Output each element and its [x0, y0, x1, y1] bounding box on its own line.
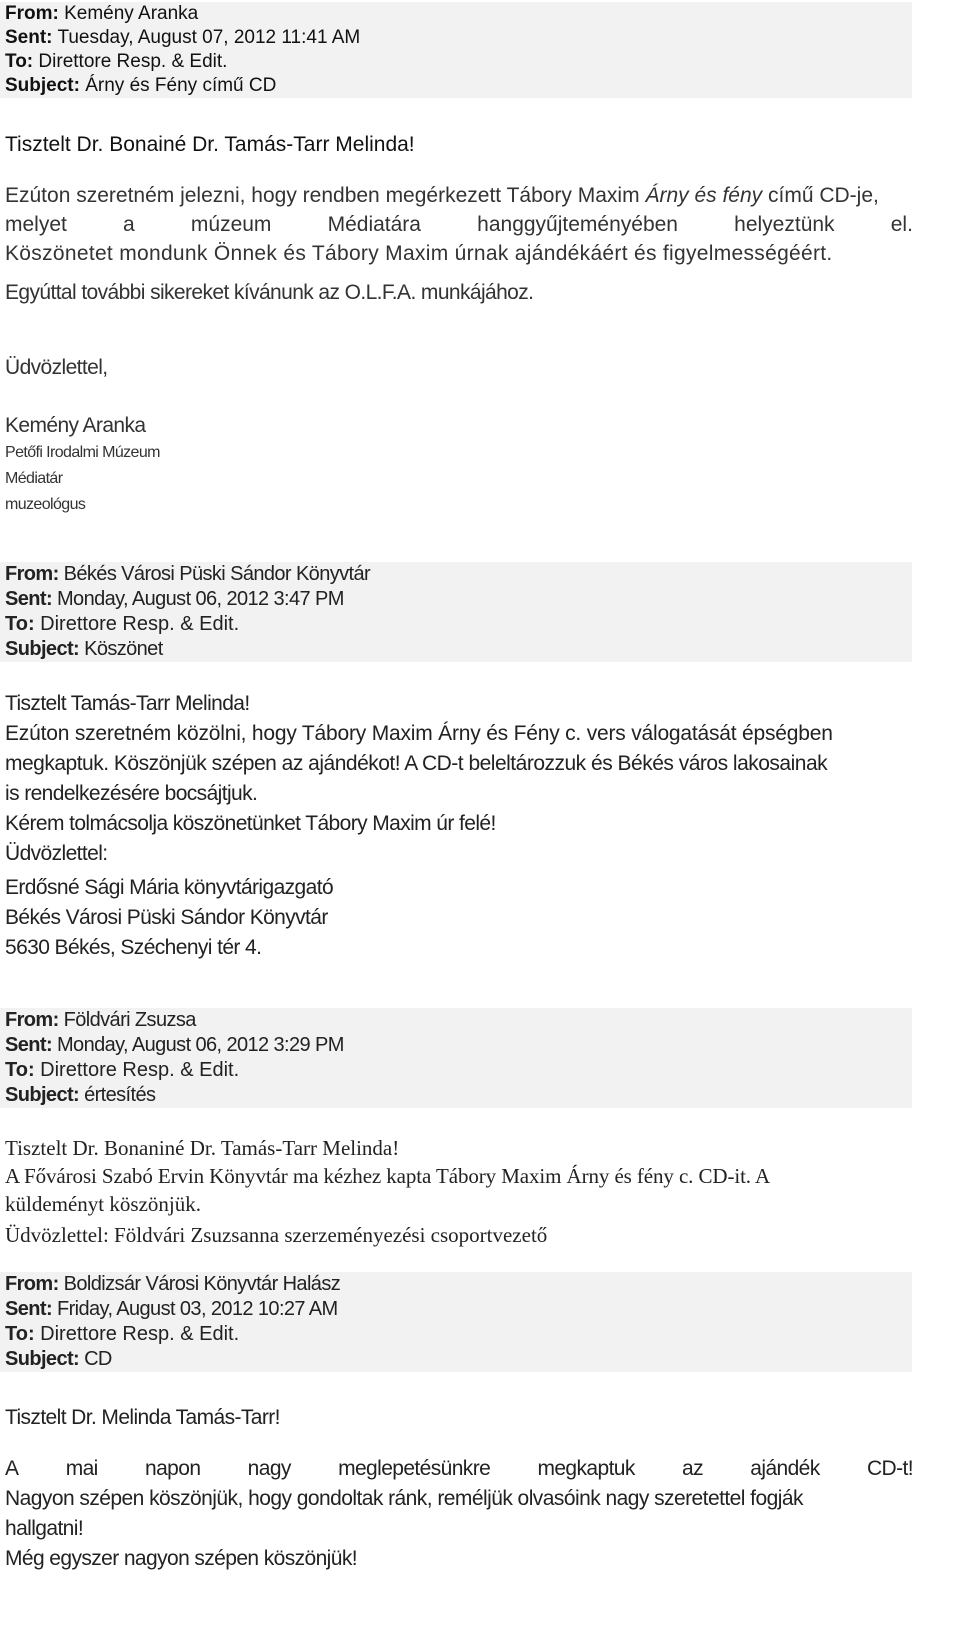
sent-label: Sent:	[5, 27, 53, 48]
email3-subject-value: értesítés	[84, 1084, 156, 1106]
subject-label: Subject:	[5, 1348, 80, 1370]
email2-to-line	[5, 612, 912, 637]
email4-subject-line	[5, 1347, 912, 1372]
subject-label: Subject:	[5, 75, 80, 96]
email1-subject-line	[5, 74, 912, 98]
email3-line2: küldeményt köszönjük.	[5, 1192, 201, 1216]
email4-body	[5, 1454, 913, 1574]
email4-sent-value: Friday, August 03, 2012 10:27 AM	[56, 1298, 338, 1320]
to-label: To:	[5, 51, 34, 72]
word: CD-t!	[866, 1457, 913, 1480]
email3-to-value: Direttore Resp. & Edit.	[40, 1059, 240, 1081]
email1-greeting: Tisztelt Dr. Bonainé Dr. Tamás-Tarr Melinda!	[5, 133, 415, 156]
word: ajándék	[750, 1457, 820, 1480]
cd-title-italic: Árny és fény	[645, 184, 763, 207]
email3-header	[0, 1008, 912, 1108]
email4-sent-line	[5, 1297, 912, 1322]
email4-line2: Nagyon szépen köszönjük, hogy gondoltak ránk, reméljük olvasóink nagy szeretettel fogják	[5, 1487, 803, 1510]
email1-paragraph2	[5, 278, 913, 307]
email4-subject-value: CD	[84, 1348, 112, 1370]
email2-body	[5, 689, 913, 963]
email1-subject-value: Árny és Fény című CD	[85, 75, 277, 96]
email2-subject-line	[5, 637, 912, 662]
email1-to-value: Direttore Resp. & Edit.	[38, 51, 228, 72]
email1-sent-line	[5, 26, 912, 50]
sent-label: Sent:	[5, 588, 53, 610]
email1-p1-line3: Köszönetet mondunk Önnek és Tábory Maxim úrnak ajándékáért és figyelmességéért.	[5, 242, 833, 265]
email2-header	[0, 562, 912, 662]
word: megkaptuk	[537, 1457, 635, 1480]
email4-to-line	[5, 1322, 912, 1347]
sent-label: Sent:	[5, 1034, 53, 1056]
word: Médiatára	[327, 213, 421, 236]
email4-from-line	[5, 1272, 912, 1297]
email2-line3: is rendelkezésére bocsájtjuk.	[5, 782, 258, 805]
email3-from-value: Földvári Zsuzsa	[63, 1009, 196, 1031]
email3-sent-value: Monday, August 06, 2012 3:29 PM	[56, 1034, 344, 1056]
email4-line3: hallgatni!	[5, 1517, 84, 1540]
email2-sent-value: Monday, August 06, 2012 3:47 PM	[56, 588, 344, 610]
email2-line4: Kérem tolmácsolja köszönetünket Tábory Maxim úr felé!	[5, 812, 496, 835]
email2-line2: megkaptuk. Köszönjük szépen az ajándékot! A CD-t beleltározzuk és Békés város lakosainak	[5, 752, 828, 775]
email3-to-line	[5, 1058, 912, 1083]
email3-sent-line	[5, 1033, 912, 1058]
email1-from-line	[5, 2, 912, 26]
email2-sent-line	[5, 587, 912, 612]
word: nagy	[247, 1457, 291, 1480]
email1-from-value: Kemény Aranka	[64, 3, 199, 24]
word: el.	[890, 213, 913, 236]
email1-sig-title: muzeológus	[5, 496, 86, 513]
email2-from-value: Békés Városi Püski Sándor Könyvtár	[63, 563, 371, 585]
word: az	[682, 1457, 704, 1480]
email1-p1-line1	[5, 181, 913, 210]
word: melyet	[5, 213, 67, 236]
word: napon	[145, 1457, 201, 1480]
to-label: To:	[5, 1323, 35, 1345]
email1-sig-org: Petőfi Irodalmi Múzeum	[5, 444, 160, 461]
email2-to-value: Direttore Resp. & Edit.	[40, 613, 240, 635]
email3-line1: A Fővárosi Szabó Ervin Könyvtár ma kézhez kapta Tábory Maxim Árny és fény c. CD-it. A	[5, 1164, 771, 1188]
email4-header	[0, 1272, 912, 1372]
text-run: című CD-je,	[762, 184, 879, 207]
email2-sig-line1: Erdősné Sági Mária könyvtárigazgató	[5, 876, 334, 899]
text-run: Ezúton szeretném jelezni, hogy rendben megérkezett Tábory Maxim	[5, 184, 646, 207]
word: helyeztünk	[734, 213, 835, 236]
subject-label: Subject:	[5, 638, 80, 660]
email1-p2-line: Egyúttal további sikereket kívánunk az O.L.F.A. munkájához.	[5, 281, 534, 304]
email4-from-value: Boldizsár Városi Könyvtár Halász	[63, 1273, 341, 1295]
email3-body	[5, 1134, 913, 1249]
email2-sig-line3: 5630 Békés, Széchenyi tér 4.	[5, 936, 262, 959]
email2-greeting: Tisztelt Tamás-Tarr Melinda!	[5, 692, 250, 715]
from-label: From:	[5, 563, 59, 585]
email2-subject-value: Köszönet	[84, 638, 163, 660]
email1-signature	[5, 412, 913, 518]
email1-body	[5, 130, 913, 159]
email1-header	[0, 2, 912, 98]
word: mai	[65, 1457, 98, 1480]
to-label: To:	[5, 613, 35, 635]
email1-to-line	[5, 50, 912, 74]
email1-closing	[5, 353, 913, 382]
email2-from-line	[5, 562, 912, 587]
email3-line3: Üdvözlettel: Földvári Zsuzsanna szerzeményezési csoportvezető	[5, 1223, 548, 1247]
email3-greeting: Tisztelt Dr. Bonaniné Dr. Tamás-Tarr Melinda!	[5, 1136, 400, 1160]
email3-subject-line	[5, 1083, 912, 1108]
word: hanggyűjteményében	[477, 213, 678, 236]
from-label: From:	[5, 3, 59, 24]
word: meglepetésünkre	[338, 1457, 491, 1480]
email1-sig-dept: Médiatár	[5, 470, 63, 487]
email1-sig-name: Kemény Aranka	[5, 414, 146, 437]
email1-p1-line2	[5, 210, 913, 239]
email2-closing: Üdvözlettel:	[5, 842, 108, 865]
email3-from-line	[5, 1008, 912, 1033]
to-label: To:	[5, 1059, 35, 1081]
word: múzeum	[190, 213, 272, 236]
email1-sent-value: Tuesday, August 07, 2012 11:41 AM	[57, 27, 361, 48]
email1-closing-text: Üdvözlettel,	[5, 356, 108, 379]
email4-greeting: Tisztelt Dr. Melinda Tamás-Tarr!	[5, 1406, 280, 1429]
from-label: From:	[5, 1009, 59, 1031]
email4-greeting-block	[5, 1403, 913, 1433]
email2-line1: Ezúton szeretném közölni, hogy Tábory Maxim Árny és Fény c. vers válogatását épségben	[5, 722, 833, 745]
word: A	[5, 1457, 19, 1480]
from-label: From:	[5, 1273, 59, 1295]
subject-label: Subject:	[5, 1084, 80, 1106]
sent-label: Sent:	[5, 1298, 53, 1320]
email1-paragraph1	[5, 181, 913, 268]
email2-sig-line2: Békés Városi Püski Sándor Könyvtár	[5, 906, 328, 929]
email4-to-value: Direttore Resp. & Edit.	[40, 1323, 240, 1345]
word: a	[123, 213, 135, 236]
email4-line1	[5, 1454, 913, 1484]
email4-line4: Még egyszer nagyon szépen köszönjük!	[5, 1547, 357, 1570]
